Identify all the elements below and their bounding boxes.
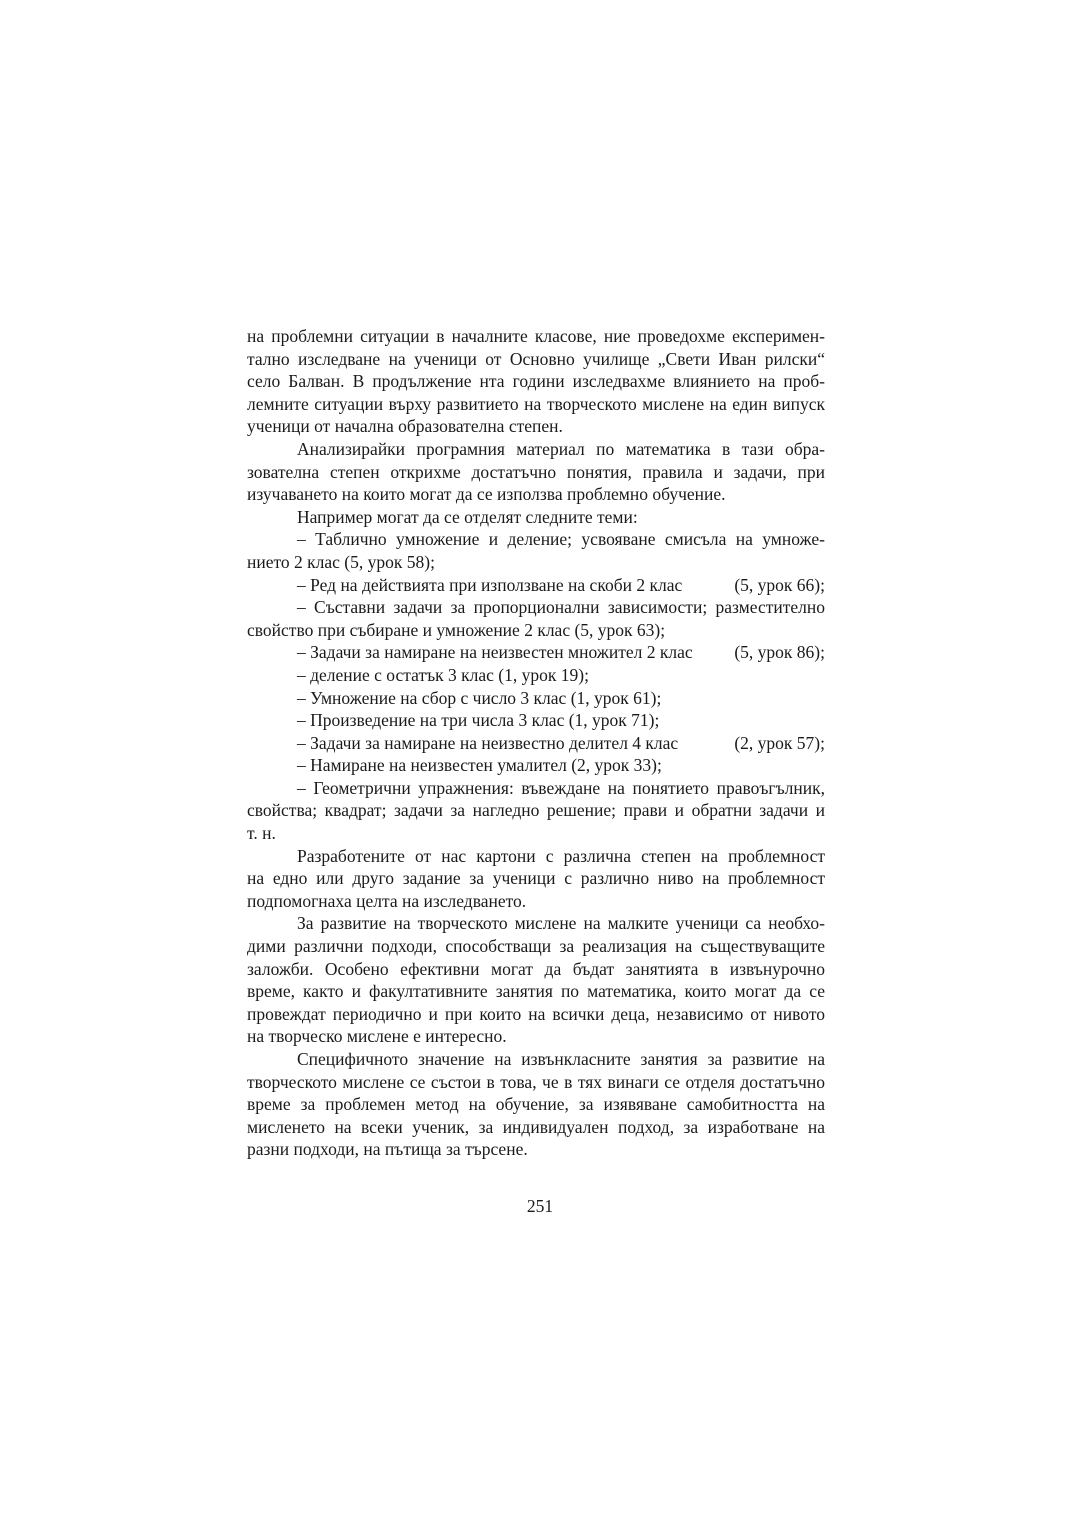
text-line: изучаването на които могат да се използва проблемно обучение. (247, 484, 726, 505)
text-line: време, както и факултативните занятия по математика, които могат да се (247, 981, 825, 1002)
list-item-line: т. н. (247, 823, 276, 844)
text-line: творческото мислене се състои в това, че в тях винаги се отделя достатъчно (247, 1071, 825, 1092)
list-item-line (247, 732, 825, 755)
body-text (247, 325, 825, 1161)
text-line: ученици от начална образователна степен. (247, 416, 563, 437)
list-item-line: – Умножение на сбор с число 3 клас (1, урок 61); (297, 687, 662, 708)
text-line: на проблемни ситуации в началните класове, ние проведохме експеримен- (247, 326, 825, 346)
text-line: За развитие на творческото мислене на малките ученици са необхо- (297, 913, 825, 934)
list-item-line: – Геометрични упражнения: въвеждане на понятието правоъгълник, (297, 777, 825, 798)
list-item-line: – Намиране на неизвестен умалител (2, урок 33); (297, 755, 662, 776)
list-item-line: – деление с остатък 3 клас (1, урок 19); (297, 664, 589, 685)
list-item-text: – Ред на действията при използване на скоби 2 клас (297, 574, 683, 595)
text-line: дими различни подходи, способстващи за реализация на съществуващите (247, 936, 825, 957)
text-line: Специфичното значение на извънкласните занятия за развитие на (297, 1049, 825, 1069)
text-line: тално изследване на ученици от Основно училище „Свети Иван рилски“ (247, 348, 825, 369)
text-line: Разработените от нас картони с различна степен на проблемност (297, 845, 825, 866)
page-number: 251 (526, 1196, 554, 1216)
text-line: Например могат да се отделят следните теми: (297, 506, 638, 527)
text-line: зователна степен открихме достатъчно понятия, правила и задачи, при (247, 461, 825, 482)
text-line: на творческо мислене е интересно. (247, 1026, 507, 1047)
text-line: провеждат периодично и при които на всички деца, независимо от нивото (247, 1003, 825, 1024)
list-item-line: свойства; квадрат; задачи за нагледно решение; прави и обратни задачи и (247, 800, 825, 821)
list-item-reference: (5, урок 86); (734, 642, 825, 663)
text-line: село Балван. В продължение нта години изследвахме влиянието на проб- (247, 371, 825, 392)
text-line: разни подходи, на пътища за търсене. (247, 1139, 528, 1160)
list-item-text: – Задачи за намиране на неизвестно делител 4 клас (297, 732, 679, 753)
list-item-line: нието 2 клас (5, урок 58); (247, 551, 435, 572)
list-item-line (247, 574, 825, 597)
list-item-line (247, 641, 825, 664)
text-line: време за проблемен метод на обучение, за изявяване самобитността на (247, 1094, 825, 1115)
list-item-reference: (5, урок 66); (734, 574, 825, 595)
list-item-line: свойство при събиране и умножение 2 клас (5, урок 63); (247, 619, 666, 640)
text-line: подпомогнаха целта на изследването. (247, 890, 527, 911)
list-item-reference: (2, урок 57); (734, 732, 825, 753)
text-line: на едно или друго задание за ученици с различно ниво на проблемност (247, 868, 825, 889)
text-line: Анализирайки програмния материал по математика в тази обра- (297, 438, 825, 459)
text-line: заложби. Особено ефективни могат да бъдат занятията в извънурочно (247, 958, 825, 979)
list-item-line: – Таблично умножение и деление; усвояване смисъла на умноже- (297, 529, 825, 550)
list-item-text: – Задачи за намиране на неизвестен множител 2 клас (297, 642, 693, 663)
list-item-line: – Произведение на три числа 3 клас (1, урок 71); (297, 710, 660, 731)
list-item-line: – Съставни задачи за пропорционални зависимости; разместително (297, 597, 825, 618)
text-line: лемните ситуации върху развитието на творческото мислене на един випуск (247, 393, 825, 414)
text-line: мисленето на всеки ученик, за индивидуален подход, за изработване на (247, 1116, 825, 1137)
